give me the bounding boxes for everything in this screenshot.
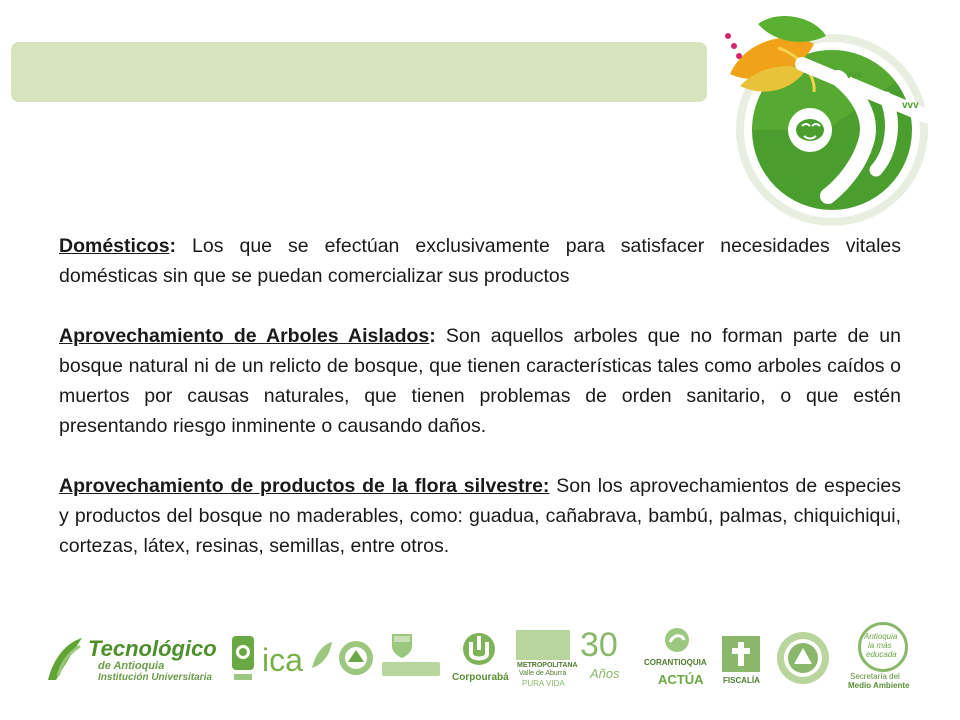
svg-text:vvv: vvv — [902, 100, 919, 111]
antioquia-seal-icon — [774, 622, 832, 692]
svg-text:vvv: vvv — [846, 70, 863, 81]
anos-number: 30 — [580, 626, 618, 664]
logo-antioquia-educada — [844, 622, 920, 692]
tecnologico-line2: de Antioquia — [98, 660, 165, 672]
antioquia-line4: Secretaría del — [850, 672, 900, 681]
antioquia-line1: Antioquia — [864, 632, 898, 641]
logo-corpouraba — [450, 622, 510, 692]
term-flora-silvestre: Aprovechamiento de productos de la flora silvestre: — [59, 475, 550, 497]
metropolitana-line3: PURA VIDA — [522, 679, 565, 688]
tecnologico-line1: Tecnológico — [88, 636, 217, 661]
logo-30-anos — [578, 622, 634, 692]
anos-sub: Años — [590, 666, 620, 681]
logo-tecnologico — [44, 622, 224, 692]
paragraph-flora-silvestre — [59, 471, 901, 561]
definition-domesticos: Los que se efectúan exclusivamente para satisfacer necesidades vitales domésticas sin que se puedan comercializar sus productos — [59, 235, 901, 287]
metropolitana-line2: Valle de Aburrá — [519, 670, 567, 677]
ministerio-bar — [382, 662, 440, 676]
colombia-shield-icon — [390, 632, 414, 660]
logo-fiscalia — [720, 622, 764, 692]
metropolitana-line1: METROPOLITANA — [517, 662, 578, 669]
corpouraba-text: Corpourabá — [452, 672, 509, 683]
paragraph-arboles-aislados — [59, 321, 901, 441]
tecnologico-emblem-icon — [44, 636, 84, 682]
logo-metropolitana — [516, 622, 578, 692]
antioquia-line2: la más — [868, 641, 892, 650]
fiscalia-cross-icon — [732, 642, 750, 666]
fiscalia-text: FISCALÍA — [723, 676, 760, 685]
term-separator: : — [169, 235, 177, 257]
corpouraba-emblem-icon — [462, 630, 496, 668]
term-arboles-aislados: Aprovechamiento de Arboles Aislados — [59, 325, 430, 347]
partner-logos-bar — [40, 622, 920, 692]
logo-corantioquia — [644, 622, 710, 692]
main-content — [59, 231, 901, 591]
definition-flora-silvestre: Son los aprovechamientos de especies y productos del bosque no maderables, como: guadua, cañabrava, bambú, palmas, chiquichiqui, cortezas, látex, resinas, semillas, entre otros. — [59, 475, 901, 557]
logo-ministerio — [382, 622, 442, 692]
corantioquia-line1: CORANTIOQUIA — [644, 658, 707, 667]
header-banner — [11, 42, 707, 102]
metropolitana-box — [516, 630, 570, 660]
ica-leaf-icon — [310, 640, 334, 670]
corantioquia-emblem-icon — [662, 626, 692, 654]
ica-text: ica — [262, 642, 303, 678]
tecnologico-line3: Institución Universitaria — [98, 672, 212, 683]
term-separator: : — [429, 325, 436, 347]
term-domesticos: Domésticos — [59, 235, 170, 257]
santa-fe-emblem-icon — [230, 622, 256, 692]
paragraph-domesticos — [59, 231, 901, 291]
sloth-logo-icon — [706, 12, 938, 230]
antioquia-line5: Medio Ambiente — [848, 681, 910, 690]
definition-arboles-aislados: Son aquellos arboles que no forman parte de un bosque natural ni de un relicto de bosque, que tienen características tales como arboles caídos o muertos por causas naturales, que tienen problemas de orden sanitario, o que estén presentando riesgo inminente o causando daños. — [59, 325, 901, 437]
antioquia-line3: educada — [866, 650, 897, 659]
corantioquia-line2: ACTÚA — [658, 672, 704, 687]
round-emblem-icon — [336, 622, 376, 692]
logo-ica — [262, 622, 334, 692]
